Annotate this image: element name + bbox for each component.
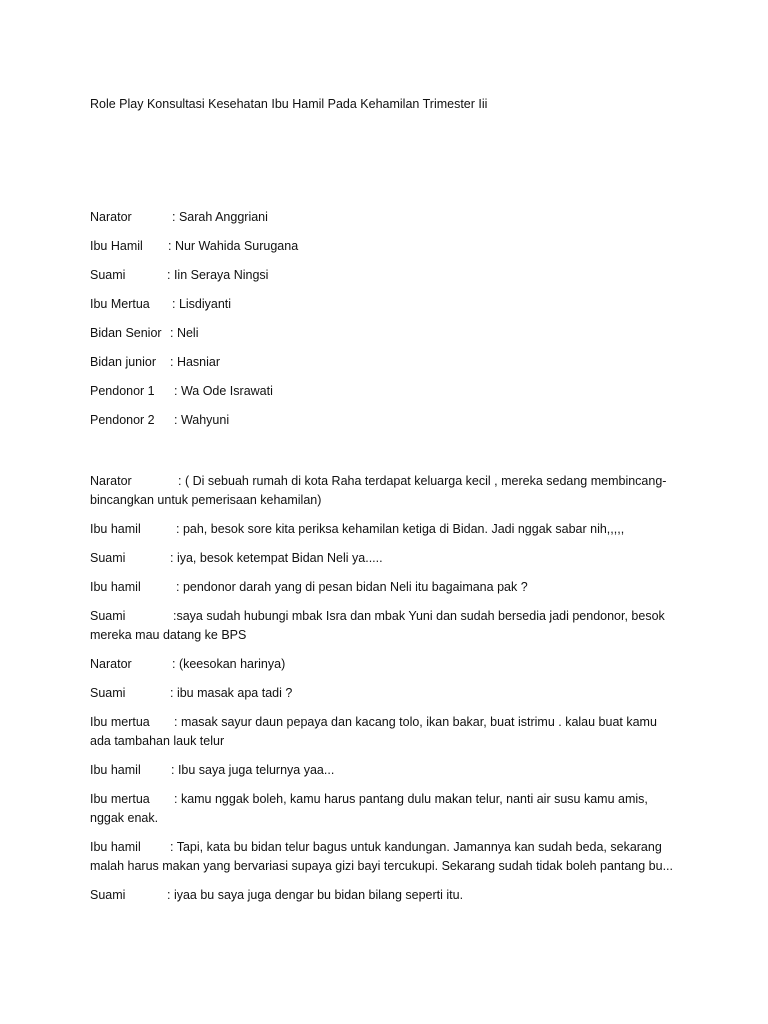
cast-role: Pendonor 2 [90,413,155,427]
cast-item [90,382,680,411]
cast-role: Bidan junior [90,355,157,369]
cast-item [90,324,680,353]
dialogue-speaker: Suami [90,888,126,902]
dialogue-text: : iya, besok ketempat Bidan Neli ya..... [170,551,383,565]
cast-list [90,208,680,440]
cast-item [90,353,680,382]
dialogue-text: : ( Di sebuah rumah di kota Raha terdapat keluarga kecil , mereka sedang membincang-bincangkan untuk pemerisaan kehamilan) [90,474,667,507]
cast-name: : Sarah Anggriani [172,210,268,224]
cast-item [90,411,680,440]
dialogue-text: : Ibu saya juga telurnya yaa... [171,763,335,777]
cast-name: : Hasniar [170,355,221,369]
dialogue-line [90,607,680,645]
dialogue-text: : (keesokan harinya) [172,657,286,671]
dialogue-line [90,578,680,597]
dialogue-text: : Tapi, kata bu bidan telur bagus untuk kandungan. Jamannya kan sudah beda, sekarang malah harus makan yang bervariasi supaya gizi bayi tercukupi. Sekarang sudah tidak boleh pantang bu... [90,840,673,873]
dialogue-speaker: Narator [90,657,132,671]
dialogue-text: : pendonor darah yang di pesan bidan Neli itu bagaimana pak ? [176,580,528,594]
dialogue-line [90,549,680,568]
cast-role: Ibu Mertua [90,297,150,311]
cast-role: Bidan Senior [90,326,162,340]
cast-role: Pendonor 1 [90,384,155,398]
dialogue-line [90,655,680,674]
dialogue-line [90,520,680,539]
dialogue-speaker: Ibu hamil [90,522,141,536]
cast-name: : Nur Wahida Surugana [168,239,299,253]
cast-name: : Lisdiyanti [172,297,232,311]
dialogue-list [90,472,680,915]
cast-name: : Iin Seraya Ningsi [167,268,269,282]
cast-name: : Neli [170,326,199,340]
dialogue-text: :saya sudah hubungi mbak Isra dan mbak Yuni dan sudah bersedia jadi pendonor, besok mereka mau datang ke BPS [90,609,665,642]
dialogue-text: : iyaa bu saya juga dengar bu bidan bilang seperti itu. [167,888,464,902]
dialogue-speaker: Ibu hamil [90,763,141,777]
cast-role: Narator [90,210,132,224]
dialogue-speaker: Ibu hamil [90,580,141,594]
cast-name: : Wa Ode Israwati [174,384,273,398]
cast-role: Suami [90,268,126,282]
dialogue-text: : kamu nggak boleh, kamu harus pantang dulu makan telur, nanti air susu kamu amis, nggak enak. [90,792,648,825]
dialogue-line [90,684,680,703]
dialogue-speaker: Ibu mertua [90,792,150,806]
cast-item [90,237,680,266]
dialogue-line [90,790,680,828]
dialogue-text: : ibu masak apa tadi ? [170,686,293,700]
dialogue-speaker: Suami [90,551,126,565]
dialogue-line [90,886,680,905]
cast-item [90,266,680,295]
document-title: Role Play Konsultasi Kesehatan Ibu Hamil Pada Kehamilan Trimester Iii [90,97,488,111]
dialogue-line [90,713,680,751]
cast-item [90,208,680,237]
dialogue-speaker: Narator [90,474,132,488]
cast-role: Ibu Hamil [90,239,143,253]
dialogue-text: : masak sayur daun pepaya dan kacang tolo, ikan bakar, buat istrimu . kalau buat kamu ada tambahan lauk telur [90,715,657,748]
dialogue-line [90,761,680,780]
dialogue-line [90,838,680,876]
cast-name: : Wahyuni [174,413,230,427]
dialogue-speaker: Ibu mertua [90,715,150,729]
dialogue-speaker: Ibu hamil [90,840,141,854]
dialogue-speaker: Suami [90,686,126,700]
dialogue-line [90,472,680,510]
dialogue-text: : pah, besok sore kita periksa kehamilan ketiga di Bidan. Jadi nggak sabar nih,,,,, [176,522,625,536]
cast-item [90,295,680,324]
dialogue-speaker: Suami [90,609,126,623]
